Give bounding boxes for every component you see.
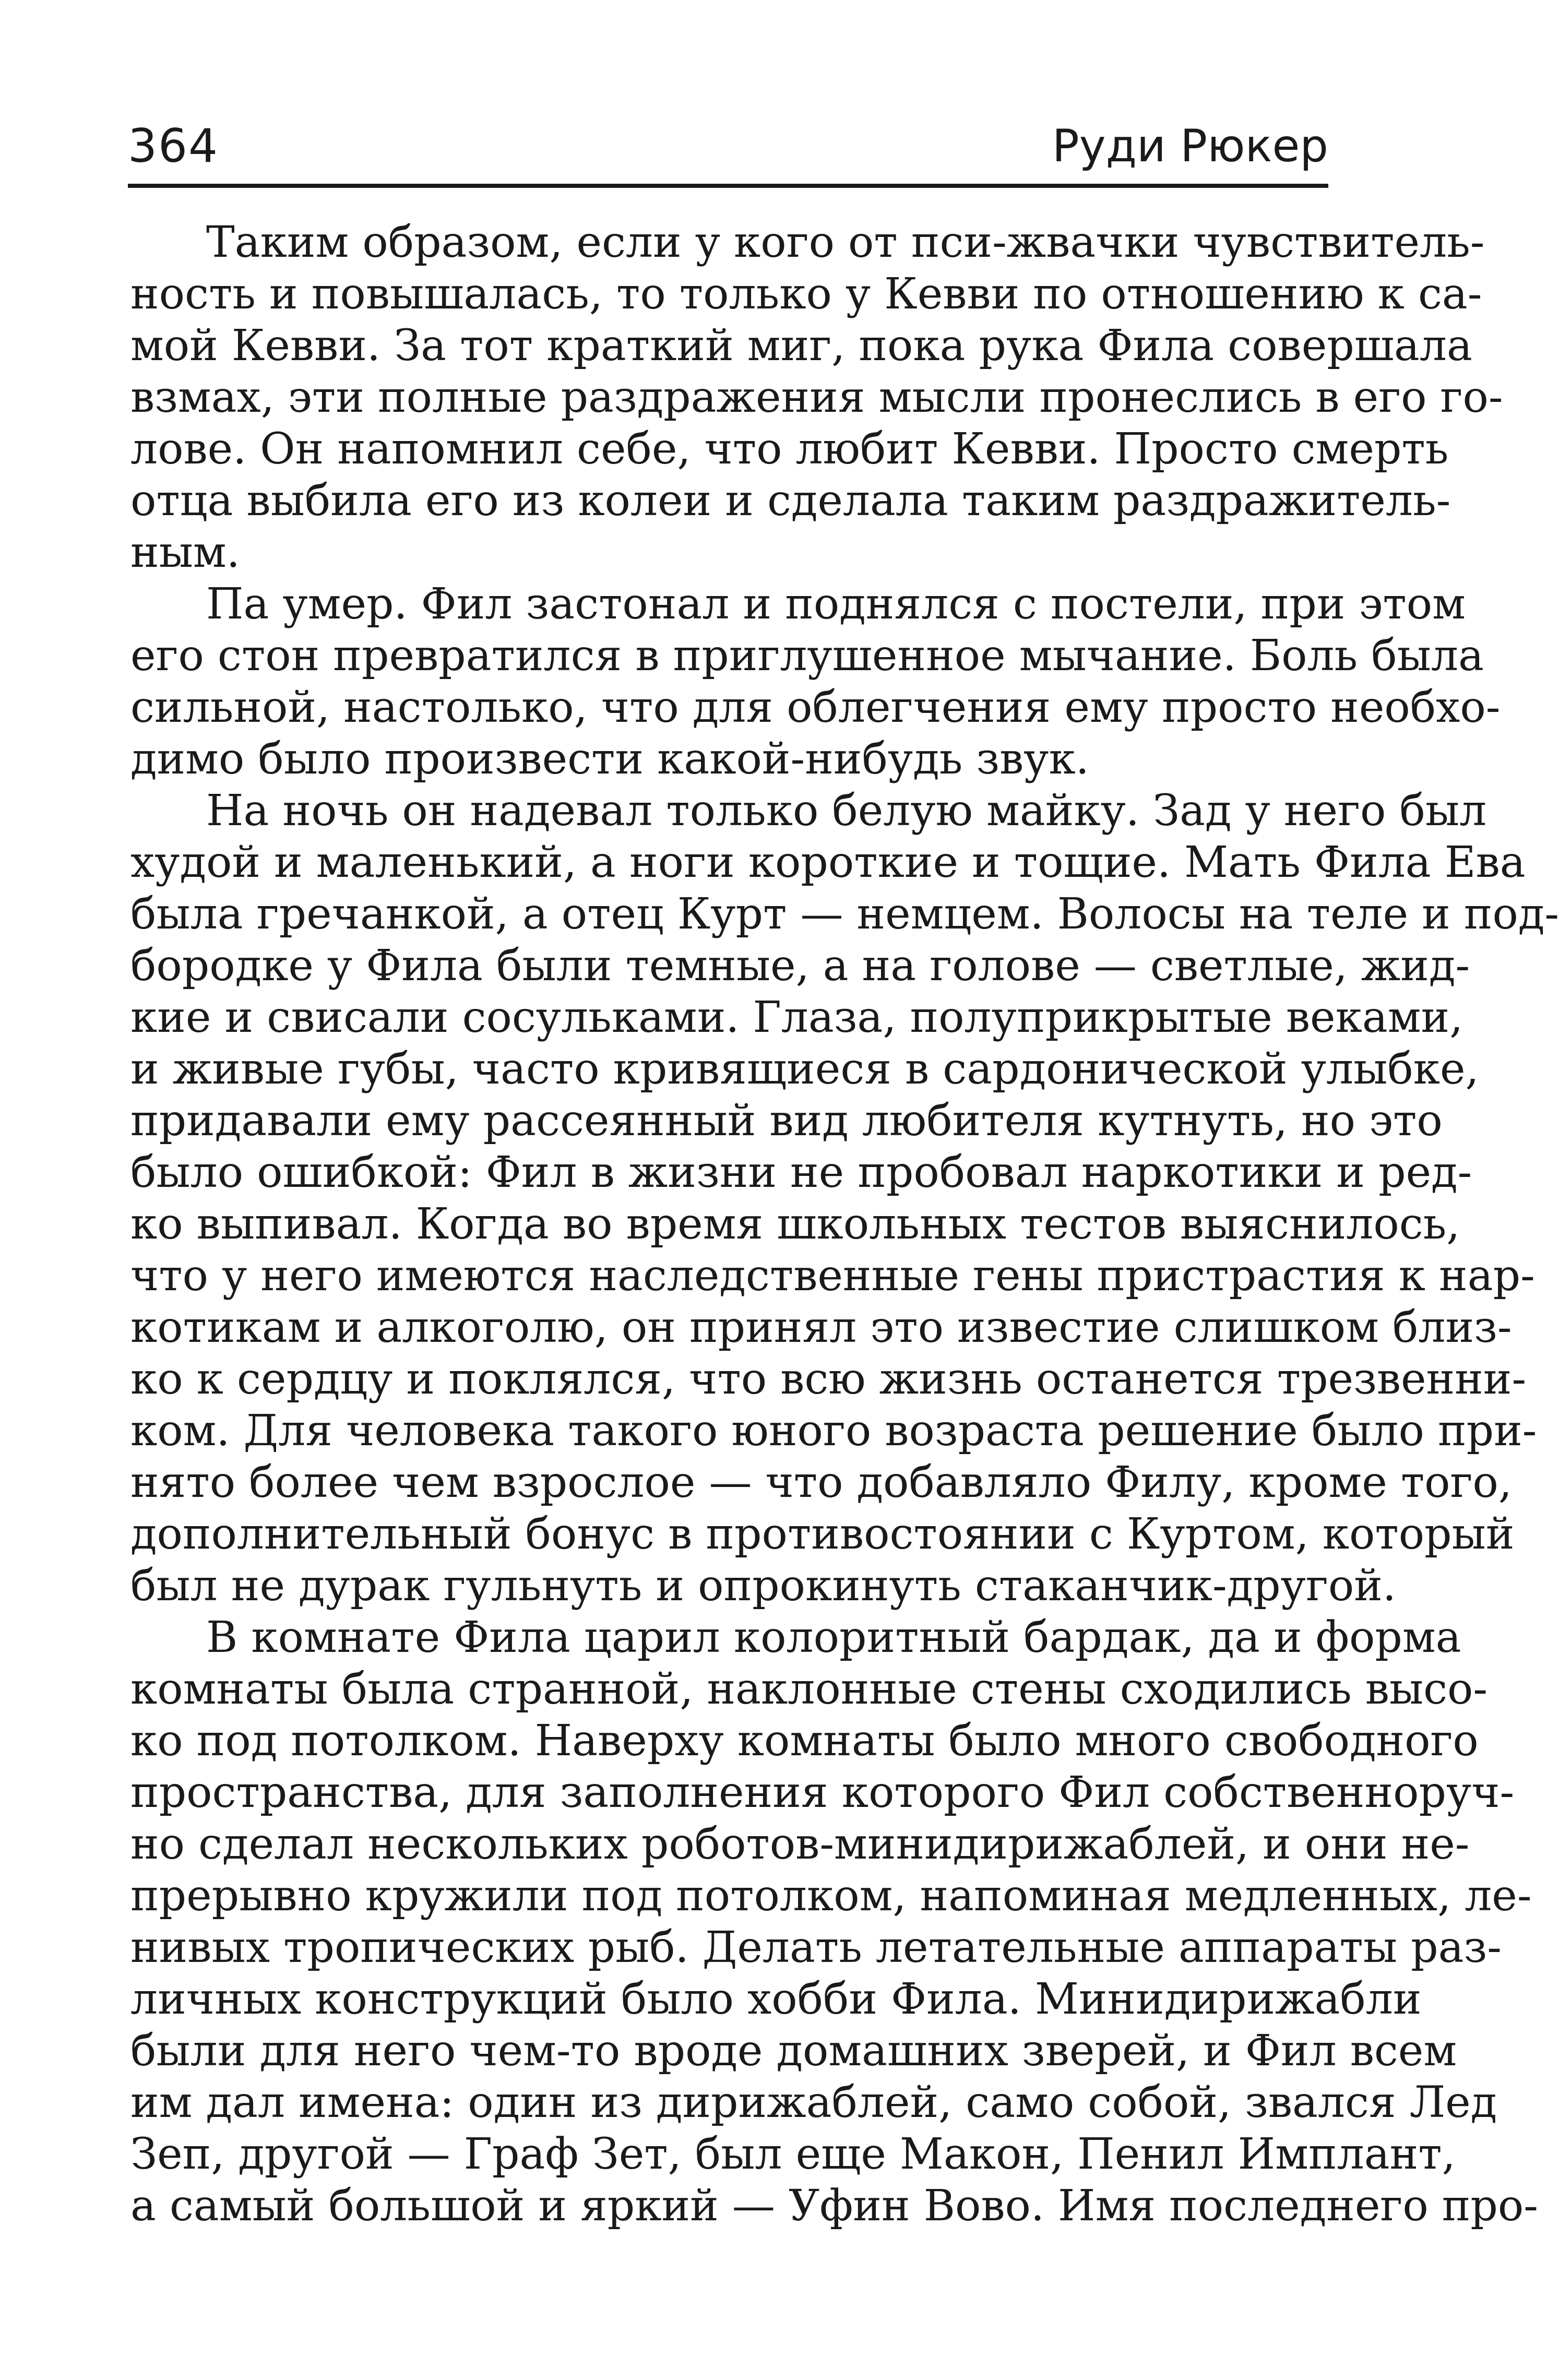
paragraph: [130, 785, 1559, 1612]
text-line: Па умер. Фил застонал и поднялся с постели, при этом: [206, 579, 1466, 629]
text-line: его стон превратился в приглушенное мычание. Боль была: [130, 631, 1484, 681]
text-line: отца выбила его из колеи и сделала таким раздражитель-: [130, 476, 1451, 526]
text-line: лове. Он напомнил себе, что любит Кевви. Просто смерть: [130, 424, 1449, 474]
text-line: и живые губы, часто кривящиеся в сардонической улыбке,: [130, 1044, 1479, 1094]
text-line: ко выпивал. Когда во время школьных тестов выяснилось,: [130, 1199, 1460, 1249]
text-line: худой и маленький, а ноги короткие и тощие. Мать Фила Ева: [130, 838, 1526, 887]
text-line: прерывно кружили под потолком, напоминая медленных, ле-: [130, 1871, 1532, 1921]
page-number: 364: [128, 119, 219, 173]
paragraph: [130, 578, 1501, 785]
text-line: дополнительный бонус в противостоянии с Куртом, который: [130, 1509, 1515, 1559]
text-line: бородке у Фила были темные, а на голове — светлые, жид-: [130, 941, 1470, 991]
text-line: им дал имена: один из дирижаблей, само собой, звался Лед: [130, 2078, 1497, 2127]
text-line: пространства, для заполнения которого Фил собственноруч-: [130, 1768, 1515, 1817]
body-text: [130, 217, 1559, 2330]
text-line: котикам и алкоголю, он принял это известие слишком близ-: [130, 1303, 1512, 1352]
paragraph: [130, 217, 1503, 578]
text-line: мой Кевви. За тот краткий миг, пока рука Фила совершала: [130, 321, 1472, 371]
text-line: кие и свисали сосульками. Глаза, полуприкрытые веками,: [130, 993, 1463, 1042]
text-line: личных конструкций было хобби Фила. Минидирижабли: [130, 1974, 1422, 2024]
text-line: были для него чем-то вроде домашних зверей, и Фил всем: [130, 2026, 1457, 2076]
text-line: В комнате Фила царил колоритный бардак, да и форма: [206, 1613, 1461, 1662]
text-line: сильной, настолько, что для облегчения ему просто необхо-: [130, 683, 1501, 732]
running-head-author: Руди Рюкер: [1052, 120, 1328, 172]
text-line: нято более чем взрослое — что добавляло Филу, кроме того,: [130, 1458, 1512, 1507]
text-line: было ошибкой: Фил в жизни не пробовал наркотики и ред-: [130, 1148, 1472, 1197]
text-line: взмах, эти полные раздражения мысли пронеслись в его го-: [130, 373, 1503, 422]
paragraph: [130, 1612, 1538, 2232]
text-line: Зеп, другой — Граф Зет, был еще Макон, Пенил Имплант,: [130, 2129, 1456, 2179]
text-line: ко к сердцу и поклялся, что всю жизнь останется трезвенни-: [130, 1354, 1527, 1404]
text-line: ность и повышалась, то только у Кевви по отношению к са-: [130, 269, 1482, 319]
text-line: а самый большой и яркий — Уфин Вово. Имя последнего про-: [130, 2181, 1538, 2231]
text-line: что у него имеются наследственные гены пристрастия к нар-: [130, 1251, 1535, 1301]
text-line: ным.: [130, 528, 240, 577]
text-line: ко под потолком. Наверху комнаты было много свободного: [130, 1716, 1479, 1766]
text-line: димо было произвести какой-нибудь звук.: [130, 734, 1089, 784]
text-line: была гречанкой, а отец Курт — немцем. Волосы на теле и под-: [130, 889, 1559, 939]
text-line: Таким образом, если у кого от пси-жвачки чувствитель-: [206, 218, 1485, 267]
text-line: был не дурак гульнуть и опрокинуть стаканчик-другой.: [130, 1561, 1396, 1611]
page-header: [128, 112, 1328, 180]
text-line: комнаты была странной, наклонные стены сходились высо-: [130, 1664, 1488, 1714]
text-line: На ночь он надевал только белую майку. Зад у него был: [206, 786, 1487, 836]
header-rule: [128, 184, 1328, 188]
text-line: ком. Для человека такого юного возраста решение было при-: [130, 1406, 1537, 1456]
text-line: но сделал нескольких роботов-минидирижаблей, и они не-: [130, 1819, 1470, 1869]
text-line: придавали ему рассеянный вид любителя кутнуть, но это: [130, 1096, 1443, 1146]
text-line: нивых тропических рыб. Делать летательные аппараты раз-: [130, 1923, 1502, 1972]
